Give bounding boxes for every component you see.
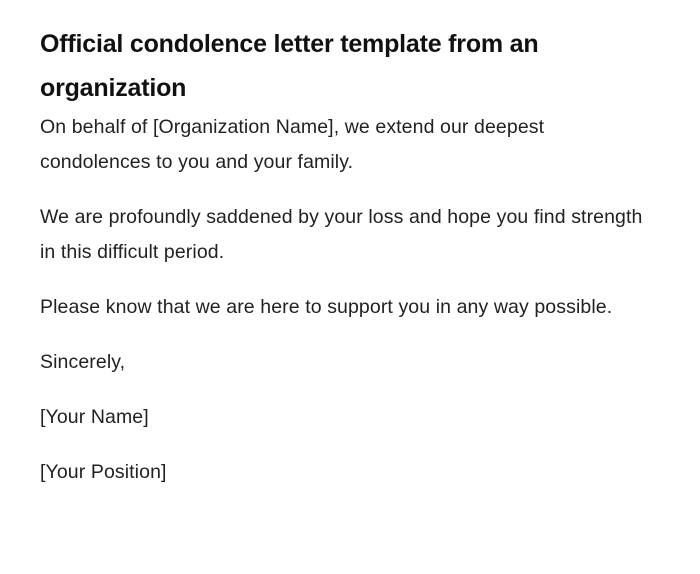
- closing-salutation: Sincerely,: [40, 351, 126, 373]
- paragraph-sympathy: We are profoundly saddened by your loss and hope you find strength in this difficult period.: [40, 206, 643, 263]
- signature-position: [Your Position]: [40, 461, 167, 483]
- document-title: Official condolence letter template from an organization: [40, 30, 539, 102]
- letter-document: [40, 22, 660, 490]
- signature-name: [Your Name]: [40, 406, 149, 428]
- paragraph-condolence-opening: On behalf of [Organization Name], we extend our deepest condolences to you and your family.: [40, 116, 545, 173]
- paragraph-support: Please know that we are here to support you in any way possible.: [40, 296, 613, 318]
